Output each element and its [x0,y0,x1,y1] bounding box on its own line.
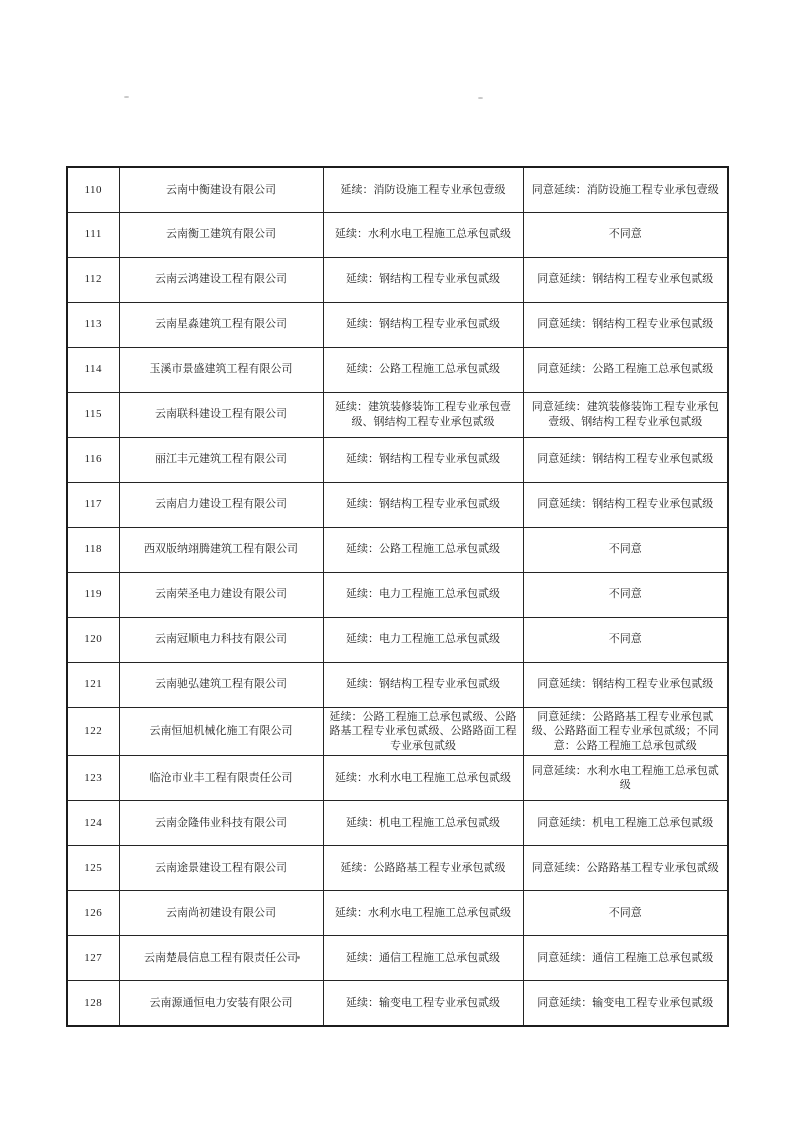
table-row [67,846,728,891]
table-row [67,347,728,392]
table-row [67,482,728,527]
review-result-cell: 不同意 [523,527,728,572]
application-item-cell: 延续：水利水电工程施工总承包贰级 [323,756,523,801]
company-name-cell: 云南驰弘建筑工程有限公司 [119,662,323,707]
table-row [67,662,728,707]
review-result-cell: 同意延续：水利水电工程施工总承包贰级 [523,756,728,801]
row-number-cell: 116 [67,437,119,482]
review-result-cell: 同意延续：消防设施工程专业承包壹级 [523,167,728,212]
review-result-cell: 同意延续：钢结构工程专业承包贰级 [523,482,728,527]
application-item-cell: 延续：机电工程施工总承包贰级 [323,801,523,846]
application-item-cell: 延续：钢结构工程专业承包贰级 [323,662,523,707]
application-item-cell: 延续：输变电工程专业承包贰级 [323,981,523,1026]
table-row [67,707,728,756]
company-name-cell: 云南金隆伟业科技有限公司 [119,801,323,846]
row-number-cell: 115 [67,392,119,437]
table-row [67,257,728,302]
review-result-cell: 同意延续：公路路基工程专业承包贰级 [523,846,728,891]
row-number-cell: 112 [67,257,119,302]
scan-speck [124,96,129,98]
application-item-cell: 延续：建筑装修装饰工程专业承包壹级、钢结构工程专业承包贰级 [323,392,523,437]
row-number-cell: 120 [67,617,119,662]
company-name-cell: 临沧市业丰工程有限责任公司 [119,756,323,801]
row-number-cell: 126 [67,891,119,936]
table-row [67,212,728,257]
application-item-cell: 延续：公路工程施工总承包贰级、公路路基工程专业承包贰级、公路路面工程专业承包贰级 [323,707,523,756]
row-number-cell: 127 [67,936,119,981]
review-result-cell: 不同意 [523,891,728,936]
application-item-cell: 延续：水利水电工程施工总承包贰级 [323,891,523,936]
application-item-cell: 延续：钢结构工程专业承包贰级 [323,257,523,302]
table-row [67,981,728,1026]
application-item-cell: 延续：公路工程施工总承包贰级 [323,527,523,572]
review-result-cell: 同意延续：钢结构工程专业承包贰级 [523,662,728,707]
review-result-cell: 同意延续：钢结构工程专业承包贰级 [523,302,728,347]
application-item-cell: 延续：钢结构工程专业承包贰级 [323,302,523,347]
company-name-cell: 云南楚晨信息工程有限责任公司 [119,936,323,981]
company-name-cell: 云南星淼建筑工程有限公司 [119,302,323,347]
company-name-cell: 云南衡工建筑有限公司 [119,212,323,257]
table-row [67,437,728,482]
company-name-cell: 西双版纳翊腾建筑工程有限公司 [119,527,323,572]
application-item-cell: 延续：钢结构工程专业承包贰级 [323,482,523,527]
approval-table-body [67,167,728,1026]
application-item-cell: 延续：通信工程施工总承包贰级 [323,936,523,981]
row-number-cell: 121 [67,662,119,707]
application-item-cell: 延续：消防设施工程专业承包壹级 [323,167,523,212]
row-number-cell: 119 [67,572,119,617]
row-number-cell: 111 [67,212,119,257]
company-name-cell: 云南恒旭机械化施工有限公司 [119,707,323,756]
table-row [67,756,728,801]
application-item-cell: 延续：电力工程施工总承包贰级 [323,617,523,662]
table-row [67,617,728,662]
scan-speck [478,97,483,99]
review-result-cell: 不同意 [523,212,728,257]
company-name-cell: 云南尚初建设有限公司 [119,891,323,936]
row-number-cell: 117 [67,482,119,527]
company-name-cell: 玉溪市景盛建筑工程有限公司 [119,347,323,392]
table-row [67,572,728,617]
review-result-cell: 不同意 [523,572,728,617]
company-name-cell: 云南云鸿建设工程有限公司 [119,257,323,302]
table-row [67,936,728,981]
review-result-cell: 同意延续：钢结构工程专业承包贰级 [523,437,728,482]
row-number-cell: 128 [67,981,119,1026]
table-row [67,302,728,347]
table-row [67,167,728,212]
table-row [67,801,728,846]
review-result-cell: 同意延续：钢结构工程专业承包贰级 [523,257,728,302]
company-name-cell: 云南联科建设工程有限公司 [119,392,323,437]
application-item-cell: 延续：钢结构工程专业承包贰级 [323,437,523,482]
row-number-cell: 113 [67,302,119,347]
review-result-cell: 不同意 [523,617,728,662]
review-result-cell: 同意延续：公路路基工程专业承包贰级、公路路面工程专业承包贰级；不同意：公路工程施工总承包贰级 [523,707,728,756]
company-name-cell: 云南荣圣电力建设有限公司 [119,572,323,617]
row-number-cell: 124 [67,801,119,846]
review-result-cell: 同意延续：建筑装修装饰工程专业承包壹级、钢结构工程专业承包贰级 [523,392,728,437]
row-number-cell: 123 [67,756,119,801]
application-item-cell: 延续：水利水电工程施工总承包贰级 [323,212,523,257]
company-name-cell: 云南启力建设工程有限公司 [119,482,323,527]
table-row [67,392,728,437]
row-number-cell: 125 [67,846,119,891]
table-row [67,527,728,572]
review-result-cell: 同意延续：通信工程施工总承包贰级 [523,936,728,981]
row-number-cell: 110 [67,167,119,212]
application-item-cell: 延续：公路路基工程专业承包贰级 [323,846,523,891]
company-name-cell: 云南途景建设工程有限公司 [119,846,323,891]
company-name-cell: 云南中衡建设有限公司 [119,167,323,212]
row-number-cell: 118 [67,527,119,572]
application-item-cell: 延续：电力工程施工总承包贰级 [323,572,523,617]
qualification-approval-table [66,166,729,1027]
company-name-cell: 云南源通恒电力安装有限公司 [119,981,323,1026]
table-row [67,891,728,936]
row-number-cell: 122 [67,707,119,756]
row-number-cell: 114 [67,347,119,392]
review-result-cell: 同意延续：机电工程施工总承包贰级 [523,801,728,846]
company-name-cell: 云南冠顺电力科技有限公司 [119,617,323,662]
company-name-cell: 丽江丰元建筑工程有限公司 [119,437,323,482]
application-item-cell: 延续：公路工程施工总承包贰级 [323,347,523,392]
review-result-cell: 同意延续：公路工程施工总承包贰级 [523,347,728,392]
review-result-cell: 同意延续：输变电工程专业承包贰级 [523,981,728,1026]
